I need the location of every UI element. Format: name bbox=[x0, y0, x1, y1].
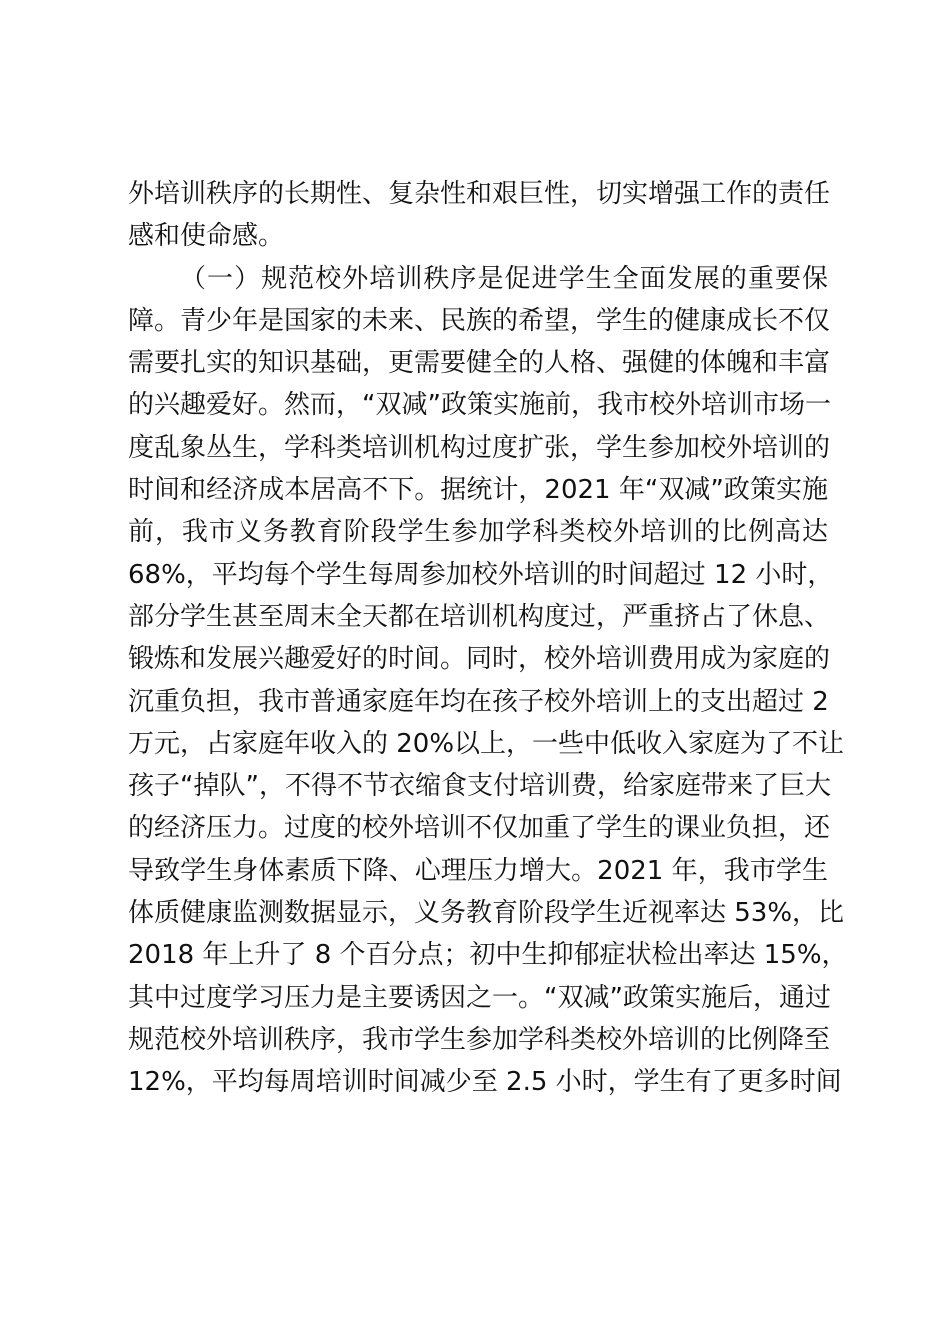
text-line: 规范校外培训秩序，我市学生参加学科类校外培训的比例降至 bbox=[128, 1024, 831, 1055]
body-text bbox=[128, 173, 848, 1104]
text-line: 体质健康监测数据显示，义务教育阶段学生近视率达 53%，比 bbox=[128, 898, 845, 929]
text-line: 其中过度学习压力是主要诱因之一。“双减”政策实施后，通过 bbox=[128, 982, 831, 1013]
text-line: 沉重负担，我市普通家庭年均在孩子校外培训上的支出超过 2 bbox=[128, 686, 829, 717]
text-line: 度乱象丛生，学科类培训机构过度扩张，学生参加校外培训的 bbox=[128, 432, 831, 463]
section-heading-line: （一）规范校外培训秩序是促进学生全面发展的重要保 bbox=[180, 263, 828, 294]
text-line: 12%，平均每周培训时间减少至 2.5 小时，学生有了更多时间 bbox=[128, 1067, 842, 1098]
text-line: 感和使命感。 bbox=[128, 221, 285, 252]
text-line: 2018 年上升了 8 个百分点；初中生抑郁症状检出率达 15%， bbox=[128, 940, 848, 971]
text-line: 时间和经济成本居高不下。据统计，2021 年“双减”政策实施 bbox=[128, 475, 828, 506]
text-line: 的兴趣爱好。然而，“双减”政策实施前，我市校外培训市场一 bbox=[128, 390, 831, 421]
text-line: 需要扎实的知识基础，更需要健全的人格、强健的体魄和丰富 bbox=[128, 348, 831, 379]
text-line: 锻炼和发展兴趣爱好的时间。同时，校外培训费用成为家庭的 bbox=[128, 644, 831, 675]
text-line: 导致学生身体素质下降、心理压力增大。2021 年，我市学生 bbox=[128, 855, 828, 886]
text-line: 前，我市义务教育阶段学生参加学科类校外培训的比例高达 bbox=[128, 517, 828, 548]
text-line: 孩子“掉队”，不得不节衣缩食支付培训费，给家庭带来了巨大 bbox=[128, 771, 831, 802]
text-line: 部分学生甚至周末全天都在培训机构度过，严重挤占了休息、 bbox=[128, 601, 831, 632]
text-line: 68%，平均每个学生每周参加校外培训的时间超过 12 小时， bbox=[128, 559, 834, 590]
text-line: 外培训秩序的长期性、复杂性和艰巨性，切实增强工作的责任 bbox=[128, 179, 831, 209]
text-line: 的经济压力。过度的校外培训不仅加重了学生的课业负担，还 bbox=[128, 813, 831, 844]
text-line: 万元，占家庭年收入的 20%以上，一些中低收入家庭为了不让 bbox=[128, 728, 845, 759]
text-line: 障。青少年是国家的未来、民族的希望，学生的健康成长不仅 bbox=[128, 305, 831, 336]
